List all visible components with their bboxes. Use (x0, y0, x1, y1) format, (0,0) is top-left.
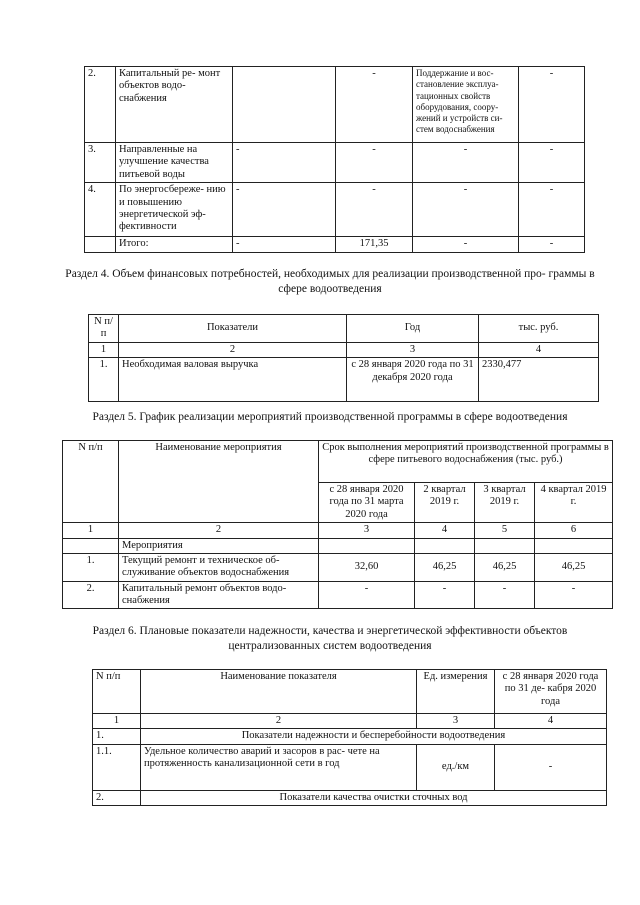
row-number: 2. (63, 581, 119, 609)
cell-value: 46,25 (475, 553, 535, 581)
cell-value: - (413, 143, 519, 183)
cell-value: - (535, 581, 613, 609)
measure-name: По энергосбереже- нию и повышению энергетической эф- фективности (116, 183, 233, 237)
cell-value: - (413, 237, 519, 252)
row-number: 1.1. (93, 744, 141, 790)
cell-value: - (519, 183, 585, 237)
column-numbers-row: 1 2 3 4 5 6 (63, 523, 613, 538)
table-header (93, 670, 607, 714)
cell-value: - (519, 143, 585, 183)
table-row (85, 67, 585, 143)
period-header: 4 квартал 2019 г. (535, 483, 613, 523)
row-number: 4. (85, 183, 116, 237)
period-header: с 28 января 2020 года по 31 марта 2020 года (319, 483, 415, 523)
measure-goal: Поддержание и вос- становление эксплуа- тационных свойств оборудования, соору- жений и устройств си- стем водоснабжения (413, 67, 519, 143)
cell-value: - (319, 581, 415, 609)
cell-value: 46,25 (535, 553, 613, 581)
group-row (63, 538, 613, 553)
group-label: Показатели качества очистки сточных вод (141, 790, 607, 805)
header-cell: Срок выполнения мероприятий производственной программы в сфере питьевого водоснабжения (тыс. руб.) (319, 441, 613, 483)
cell-value: 32,60 (319, 553, 415, 581)
row-number: 1. (93, 729, 141, 744)
unit: ед./км (417, 744, 495, 790)
total-label: Итого: (116, 237, 233, 252)
header-cell: Наименование мероприятия (119, 441, 319, 523)
measure-name: Текущий ремонт и техническое об- служивание объектов водоснабжения (119, 553, 319, 581)
column-numbers-row: 1 2 3 4 (93, 714, 607, 729)
cell-value: - (233, 237, 336, 252)
section5-table (62, 440, 613, 609)
header-cell: N п/п (89, 315, 119, 343)
row-number: 1. (63, 553, 119, 581)
table-row (85, 143, 585, 183)
section6-table (92, 669, 607, 806)
group-row (93, 729, 607, 744)
table-row (93, 744, 607, 790)
row-number: 2. (93, 790, 141, 805)
table-header (89, 315, 599, 343)
measure-name: Направленные на улучшение качества питьевой воды (116, 143, 233, 183)
table-row (85, 183, 585, 237)
cell-value: - (233, 143, 336, 183)
group-row (93, 790, 607, 805)
cell-value: - (495, 744, 607, 790)
cell-value: - (336, 143, 413, 183)
cell-value: - (233, 183, 336, 237)
group-label: Мероприятия (119, 538, 319, 553)
cell-value: - (336, 183, 413, 237)
indicator-name: Удельное количество аварий и засоров в рас- чете на протяженность канализационной сети в год (141, 744, 417, 790)
cell-value: - (415, 581, 475, 609)
header-cell: Наименование показателя (141, 670, 417, 714)
amount: 2330,477 (479, 358, 599, 402)
investment-table (84, 66, 585, 253)
column-numbers-row: 1 2 3 4 (89, 342, 599, 357)
section6-title: Раздел 6. Плановые показатели надежности, качества и энергетической эффективности объектов централизованных систем водоотведения (92, 625, 568, 652)
table-row (63, 581, 613, 609)
row-number: 3. (85, 143, 116, 183)
total-row (85, 237, 585, 252)
table-header (63, 441, 613, 483)
indicator-name: Необходимая валовая выручка (119, 358, 347, 402)
cell-value: - (475, 581, 535, 609)
period-header: 2 квартал 2019 г. (415, 483, 475, 523)
header-cell: с 28 января 2020 года по 31 де- кабря 2020 года (495, 670, 607, 714)
section5-title: Раздел 5. График реализации мероприятий производственной программы в сфере водоотведения (92, 411, 568, 423)
header-cell: Год (347, 315, 479, 343)
header-cell: Показатели (119, 315, 347, 343)
group-label: Показатели надежности и бесперебойности водоотведения (141, 729, 607, 744)
cell-value: - (413, 183, 519, 237)
header-cell: N п/п (63, 441, 119, 523)
cell-value (233, 67, 336, 143)
row-number: 2. (85, 67, 116, 143)
cell-value: - (519, 67, 585, 143)
measure-name: Капитальный ре- монт объектов водо- снабжения (116, 67, 233, 143)
cell-value: - (519, 237, 585, 252)
table-row (89, 358, 599, 402)
cell-value: 46,25 (415, 553, 475, 581)
period: с 28 января 2020 года по 31 декабря 2020 года (347, 358, 479, 402)
section4-table (88, 314, 599, 402)
table-row (63, 553, 613, 581)
row-number: 1. (89, 358, 119, 402)
section4-title: Раздел 4. Объем финансовых потребностей, необходимых для реализации производственной про- граммы в сфере водоотведения (65, 268, 595, 295)
header-cell: N п/п (93, 670, 141, 714)
cell-value: - (336, 67, 413, 143)
header-cell: тыс. руб. (479, 315, 599, 343)
period-header: 3 квартал 2019 г. (475, 483, 535, 523)
measure-name: Капитальный ремонт объектов водо- снабжения (119, 581, 319, 609)
header-cell: Ед. измерения (417, 670, 495, 714)
total-value: 171,35 (336, 237, 413, 252)
